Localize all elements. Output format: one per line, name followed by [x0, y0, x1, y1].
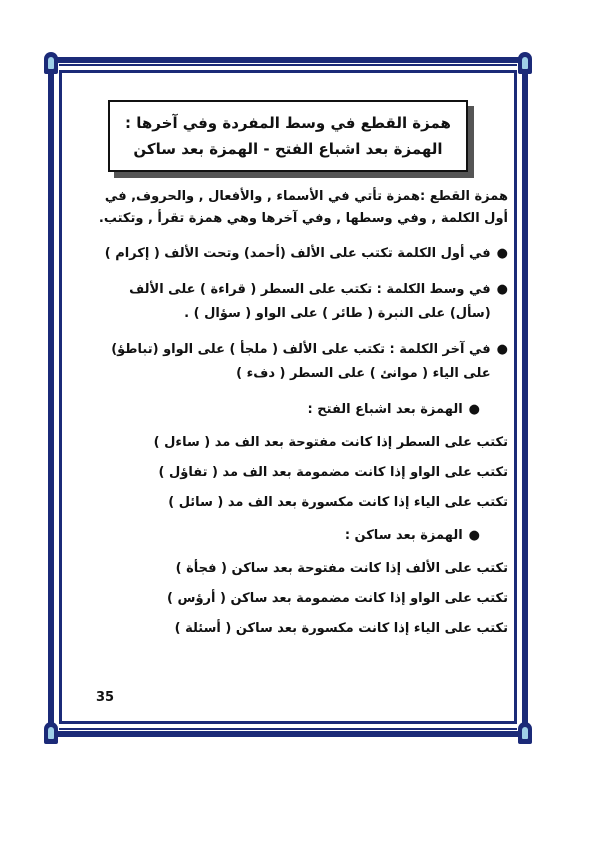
rule-line: تكتب على الواو إذا كانت مضمومة بعد ساكن ( أرؤس ) [167, 591, 508, 606]
bullet-icon: ● [496, 342, 508, 357]
frame-bottom-rule [59, 728, 517, 730]
bullet-item [96, 338, 508, 386]
bullet-text: في آخر الكلمة : تكتب على الألف ( ملجأ ) على الواو (تباطؤ) على الياء ( موانئ ) على السطر ( دفء ) [111, 342, 491, 381]
corner-ornament-bottom-left [44, 722, 58, 744]
bullet-icon: ● [468, 528, 480, 543]
frame-top-rule [59, 64, 517, 66]
bullet-text: في وسط الكلمة : تكتب على السطر ( قراءة ) على الألف (سأل) على النبرة ( طائر ) على الواو ( سؤال ) . [129, 282, 491, 321]
bullet-text: في أول الكلمة تكتب على الألف (أحمد) وتحت الألف ( إكرام ) [104, 246, 491, 261]
intro-paragraph: همزة القطع :همزة تأتي في الأسماء , والأفعال , والحروف, في أول الكلمة , وفي وسطها , وفي آخرها وهي همزة تقرأ , وتكتب. [98, 189, 508, 226]
rule-line: تكتب على الواو إذا كانت مضمومة بعد الف مد ( تفاؤل ) [158, 465, 508, 480]
rule-line: تكتب على الألف إذا كانت مفتوحة بعد ساكن ( فجأة ) [175, 561, 508, 576]
corner-ornament-top-left [44, 52, 58, 74]
page-number: 35 [96, 690, 115, 705]
rule-line: تكتب على الياء إذا كانت مكسورة بعد ساكن ( أسئلة ) [174, 621, 508, 636]
lesson-title-box [108, 100, 468, 172]
rule-line: تكتب على السطر إذا كانت مفتوحة بعد الف مد ( ساءل ) [153, 435, 508, 450]
section-heading-after-alif [96, 398, 480, 422]
bullet-icon: ● [496, 246, 508, 261]
lesson-content [96, 186, 508, 644]
section-heading-text: الهمزة بعد ساكن : [344, 528, 463, 543]
rule-line: تكتب على الياء إذا كانت مكسورة بعد الف مد ( سائل ) [168, 495, 508, 510]
bullet-icon: ● [496, 282, 508, 297]
corner-ornament-top-right [518, 52, 532, 74]
section-heading-after-sukun [96, 524, 480, 548]
bullet-icon: ● [468, 402, 480, 417]
lesson-title: همزة القطع في وسط المفردة وفي آخرها : [125, 114, 451, 132]
lesson-subtitle: الهمزة بعد اشباع الفتح - الهمزة بعد ساكن [133, 140, 443, 158]
corner-ornament-bottom-right [518, 722, 532, 744]
bullet-item [96, 242, 508, 266]
section-heading-text: الهمزة بعد اشباع الفتح : [307, 402, 463, 417]
bullet-item [96, 278, 508, 326]
